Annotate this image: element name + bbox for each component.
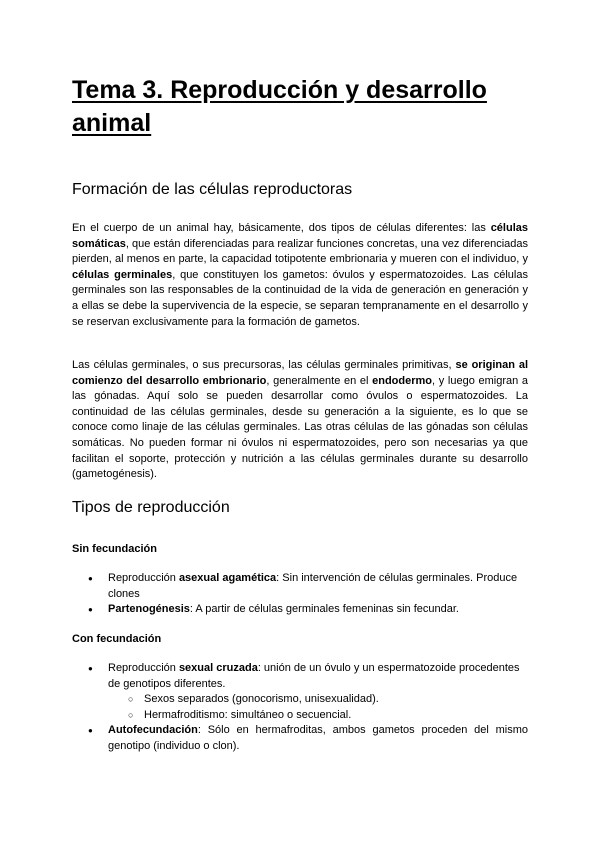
text: : A partir de células germinales femeninas sin fecundar. xyxy=(189,603,459,616)
bold-text: Partenogénesis xyxy=(108,603,190,616)
list-sin-fecundacion xyxy=(72,571,528,618)
bold-text: células somáticas xyxy=(72,222,528,250)
text: , y luego emigran a las gónadas. Aquí solo se pueden desarrollar como óvulos o espermatozoides. La continuidad de las células germinales, desde su generación a la siguiente, es lo que se conoce como linaje de las células germinales. Las otras células de las gónadas son células somáticas. No pueden formar ni óvulos ni espermatozoides, pero son necesarias ya que facilitan el soporte, protección y nutrición a las células germinales durante su desarrollo (gametogénesis). xyxy=(72,374,528,481)
bold-text: sexual cruzada xyxy=(178,662,258,674)
text: : unión de un óvulo y un espermatozoide procedentes de genotipos diferentes. xyxy=(108,662,520,690)
text: : Sólo en hermafroditas, ambos gametos proceden del mismo genotipo (individuo o clon). xyxy=(108,724,528,752)
text: , que están diferenciadas para realizar funciones concretas, una vez diferenciadas pierden, al menos en parte, la capacidad totipotente embrionaria y mueren con el individuo, y xyxy=(72,237,528,266)
list-con-fecundacion xyxy=(72,661,528,755)
section-heading-formacion: Formación de las células reproductoras xyxy=(72,181,353,198)
page-title: Tema 3. Reproducción y desarrollo animal xyxy=(72,76,487,137)
sublist-item: ○ Sexos separados (gonocorismo, unisexualidad). xyxy=(108,692,528,708)
text: Las células germinales, o sus precursoras, las células germinales primitivas, xyxy=(72,359,456,371)
list-item xyxy=(72,723,528,754)
subheading-con-fecundacion: Con fecundación xyxy=(72,633,162,645)
bold-text: asexual agamética xyxy=(178,572,277,584)
text: En el cuerpo de un animal hay, básicamente, dos tipos de células diferentes: las xyxy=(72,222,491,234)
bold-text: células germinales xyxy=(72,268,173,281)
bold-text: se originan al comienzo del desarrollo embrionario xyxy=(72,359,528,387)
text: Reproducción xyxy=(108,662,179,674)
bold-text: endodermo xyxy=(372,374,433,387)
bold-text: Autofecundación xyxy=(108,724,198,737)
list-item xyxy=(72,571,528,602)
text: , que constituyen los gametos: óvulos y espermatozoides. Las células germinales son las responsables de la continuidad de la vida de generación en generación y a ellas se debe la supervivencia de la especie, se separan tempranamente en el desarrollo y se reservan exclusivamente para la formación de gametos. xyxy=(72,268,528,328)
list-item xyxy=(72,602,528,618)
sublist-item: ○ Hermafroditismo: simultáneo o secuencial. xyxy=(108,708,528,724)
section-heading-tipos: Tipos de reproducción xyxy=(72,499,230,516)
text: : Sin intervención de células germinales. Produce clones xyxy=(108,572,518,600)
text: , generalmente en el xyxy=(266,374,373,387)
list-item xyxy=(72,661,528,723)
paragraph-germinales xyxy=(72,358,528,483)
paragraph-celulas xyxy=(72,221,528,330)
sublist xyxy=(108,692,528,723)
subheading-sin-fecundacion: Sin fecundación xyxy=(72,543,157,555)
text: Reproducción xyxy=(108,572,179,584)
